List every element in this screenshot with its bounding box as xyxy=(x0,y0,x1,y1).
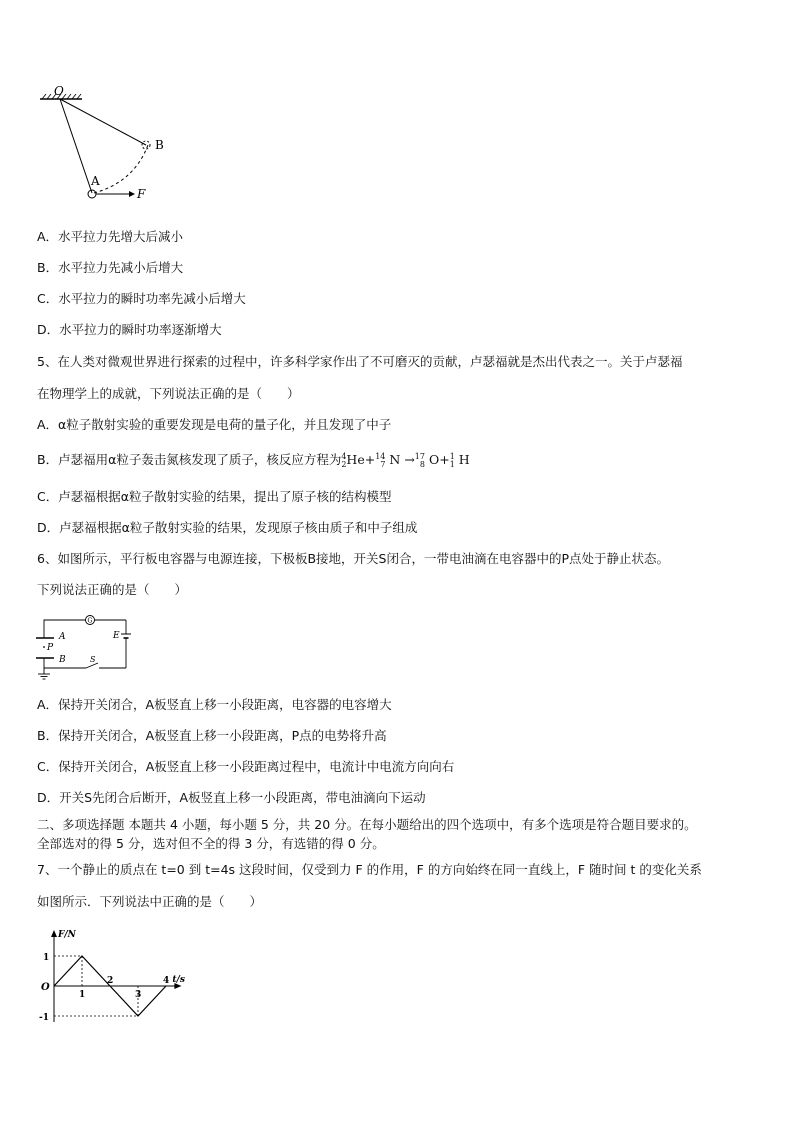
o-mass: 17 xyxy=(414,451,425,461)
section2-line2: 全部选对的得 5 分，选对但不全的得 3 分，有选错的得 0 分。 xyxy=(37,836,385,851)
he-mass: 4 xyxy=(341,451,347,461)
q5-stem-line1: 5、在人类对微观世界进行探索的过程中，许多科学家作出了不可磨灭的贡献，卢瑟福就是杰出代表之一。关于卢瑟福 xyxy=(37,354,683,369)
x-axis-label: t/s xyxy=(172,975,185,985)
q5-option-b-text: B．卢瑟福用α粒子轰击氮核发现了质子，核反应方程为 xyxy=(37,452,342,467)
chart-labels xyxy=(39,930,185,1023)
q7-stem-line1: 7、一个静止的质点在 t=0 到 t=4s 这段时间，仅受到力 F 的作用，F 的方向始终在同一直线上，F 随时间 t 的变化关系 xyxy=(37,862,702,877)
galvanometer-label: G xyxy=(87,617,93,625)
pivot-label: O xyxy=(54,84,64,98)
force-time-chart xyxy=(34,928,204,1038)
q5-stem-line2: 在物理学上的成就，下列说法正确的是（ ） xyxy=(37,386,300,401)
o-charge: 8 xyxy=(419,459,425,469)
y-axis-arrow xyxy=(51,930,57,937)
plus-sign-1: + xyxy=(364,452,376,467)
capacitor-circuit-figure xyxy=(34,610,134,682)
q4-option-d: D．水平拉力的瞬时功率逐渐增大 xyxy=(37,322,222,337)
nuclear-equation xyxy=(341,452,469,467)
x-tick-label: 2 xyxy=(107,976,114,986)
o-symbol: O xyxy=(428,452,440,467)
q5-option-b xyxy=(37,451,470,469)
arc-path xyxy=(94,145,148,193)
q6-option-c: C．保持开关闭合，A板竖直上移一小段距离过程中，电流计中电流方向向右 xyxy=(37,759,455,774)
x-tick-label: 1 xyxy=(79,990,86,1000)
q5-option-c: C．卢瑟福根据α粒子散射实验的结果，提出了原子核的结构模型 xyxy=(37,489,392,504)
q4-option-b: B．水平拉力先减小后增大 xyxy=(37,260,184,275)
q6-option-a: A．保持开关闭合，A板竖直上移一小段距离，电容器的电容增大 xyxy=(37,697,392,712)
point-a-label: A xyxy=(91,174,100,188)
q6-option-d: D．开关S先闭合后断开，A板竖直上移一小段距离，带电油滴向下运动 xyxy=(37,790,426,805)
point-b-label: B xyxy=(155,138,164,152)
point-p-label: P xyxy=(47,643,54,653)
q5-option-a: A．α粒子散射实验的重要发现是电荷的量子化，并且发现了中子 xyxy=(37,417,392,432)
he-symbol: He xyxy=(346,452,365,467)
origin-label: O xyxy=(41,982,50,993)
pendulum-figure xyxy=(36,84,186,204)
bob-a xyxy=(88,190,96,198)
source-label: E xyxy=(113,631,120,641)
he-charge: 2 xyxy=(341,459,347,469)
x-tick-label: 3 xyxy=(135,990,142,1000)
switch-label: S xyxy=(90,655,96,664)
n-mass: 14 xyxy=(375,451,386,461)
y-axis-label: F/N xyxy=(58,930,76,940)
x-tick-label: 4 xyxy=(163,976,170,986)
q7-stem-line2: 如图所示．下列说法中正确的是（ ） xyxy=(37,894,263,909)
h-symbol: H xyxy=(458,452,470,467)
section2-line1: 二、多项选择题 本题共 4 小题，每小题 5 分，共 20 分。在每小题给出的四个选项中，有多个选项是符合题目要求的。 xyxy=(37,817,697,832)
arrow: → xyxy=(404,452,415,467)
force-arrow-head xyxy=(129,191,135,197)
force-label: F xyxy=(137,187,146,201)
plate-b-label: B xyxy=(59,655,66,665)
plus-sign-2: + xyxy=(439,452,450,467)
q6-option-b: B．保持开关闭合，A板竖直上移一小段距离，P点的电势将升高 xyxy=(37,728,387,743)
y-tick-label: -1 xyxy=(39,1013,49,1023)
h-charge: 1 xyxy=(449,459,455,469)
y-tick-label: 1 xyxy=(43,953,50,963)
q6-stem-line2: 下列说法正确的是（ ） xyxy=(37,582,188,597)
q4-option-c: C．水平拉力的瞬时功率先减小后增大 xyxy=(37,291,246,306)
q5-option-d: D．卢瑟福根据α粒子散射实验的结果，发现原子核由质子和中子组成 xyxy=(37,520,418,535)
oil-drop-p xyxy=(43,646,45,648)
n-charge: 7 xyxy=(380,459,386,469)
q6-stem-line1: 6、如图所示，平行板电容器与电源连接，下极板B接地，开关S闭合，一带电油滴在电容器中的P点处于静止状态。 xyxy=(37,551,670,566)
plate-a-label: A xyxy=(59,632,66,642)
n-symbol: N xyxy=(389,452,401,467)
h-mass: 1 xyxy=(449,451,455,461)
chart-axes xyxy=(51,930,181,1022)
q4-option-a: A．水平拉力先增大后减小 xyxy=(37,229,184,244)
